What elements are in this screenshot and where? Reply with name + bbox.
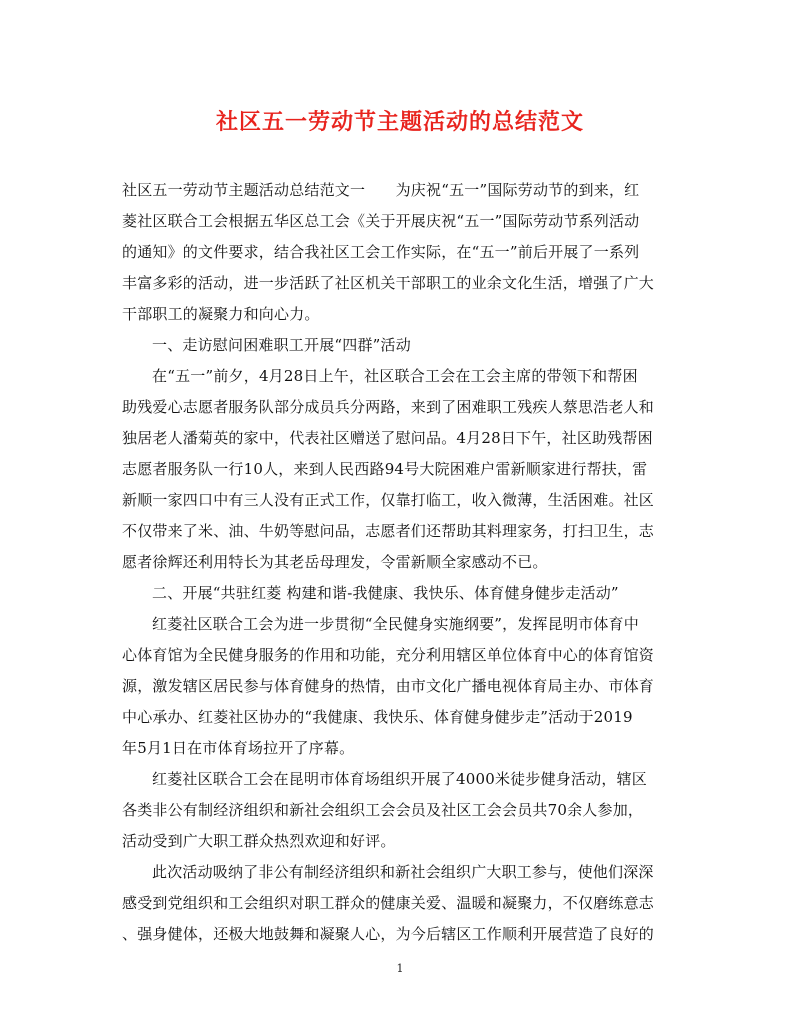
text-line: 菱社区联合工会根据五华区总工会《关于开展庆祝“五一”国际劳动节系列活动 xyxy=(122,212,640,230)
text-line: 各类非公有制经济组织和新社会组织工会会员及社区工会会员共70余人参加， xyxy=(122,801,644,819)
section-heading-2: 二、开展“共驻红菱 构建和谐-我健康、我快乐、体育健身健步走活动” xyxy=(152,584,619,602)
text-line: 、强身健体，还极大地鼓舞和凝聚人心，为今后辖区工作顺利开展营造了良好的 xyxy=(122,925,655,943)
text-line: 新顺一家四口中有三人没有正式工作，仅靠打临工，收入微薄，生活困难。社区 xyxy=(122,491,655,509)
text-line: 源，激发辖区居民参与体育健身的热情，由市文化广播电视体育局主办、市体育 xyxy=(122,677,655,695)
text-line: 此次活动吸纳了非公有制经济组织和新社会组织广大职工参与，使他们深深 xyxy=(152,863,654,881)
text-line: 中心承办、红菱社区协办的“我健康、我快乐、体育健身健步走”活动于2019 xyxy=(122,708,633,726)
section-heading-1: 一、走访慰问困难职工开展“四群”活动 xyxy=(152,336,411,354)
text-line: 独居老人潘菊英的家中，代表社区赠送了慰问品。4月28日下午，社区助残帮困 xyxy=(122,429,653,447)
text-line: 在“五一”前夕，4月28日上午，社区联合工会在工会主席的带领下和帮困 xyxy=(152,367,638,385)
text-line: 助残爱心志愿者服务队部分成员兵分两路，来到了困难职工残疾人蔡思浩老人和 xyxy=(122,398,655,416)
text-line: 红菱社区联合工会在昆明市体育场组织开展了4000米徒步健身活动，辖区 xyxy=(152,770,647,788)
text-line: 感受到党组织和工会组织对职工群众的健康关爱、温暖和凝聚力，不仅磨练意志 xyxy=(122,894,655,912)
text-line: 干部职工的凝聚力和向心力。 xyxy=(122,305,320,323)
text-line: 志愿者服务队一行10人，来到人民西路94号大院困难户雷新顺家进行帮扶，雷 xyxy=(122,460,648,478)
text-line: 年5月1日在市体育场拉开了序幕。 xyxy=(122,739,355,757)
text-line: 心体育馆为全民健身服务的作用和功能，充分利用辖区单位体育中心的体育馆资 xyxy=(122,646,655,664)
text-line: 不仅带来了米、油、牛奶等慰问品，志愿者们还帮助其料理家务，打扫卫生，志 xyxy=(122,522,655,540)
text-line: 的通知》的文件要求，结合我社区工会工作实际，在“五一”前后开展了一系列 xyxy=(122,243,640,261)
page-number: 1 xyxy=(396,962,404,975)
text-line: 红菱社区联合工会为进一步贯彻“全民健身实施纲要”，发挥昆明市体育中 xyxy=(152,615,639,633)
text-line: 社区五一劳动节主题活动总结范文一 为庆祝“五一”国际劳动节的到来，红 xyxy=(122,181,640,199)
text-line: 活动受到广大职工群众热烈欢迎和好评。 xyxy=(122,832,396,850)
text-line: 愿者徐辉还利用特长为其老岳母理发，令雷新顺全家感动不已。 xyxy=(122,553,548,571)
text-line: 丰富多彩的活动，进一步活跃了社区机关干部职工的业余文化生活，增强了广大 xyxy=(122,274,655,292)
document-title: 社区五一劳动节主题活动的总结范文 xyxy=(215,109,584,135)
